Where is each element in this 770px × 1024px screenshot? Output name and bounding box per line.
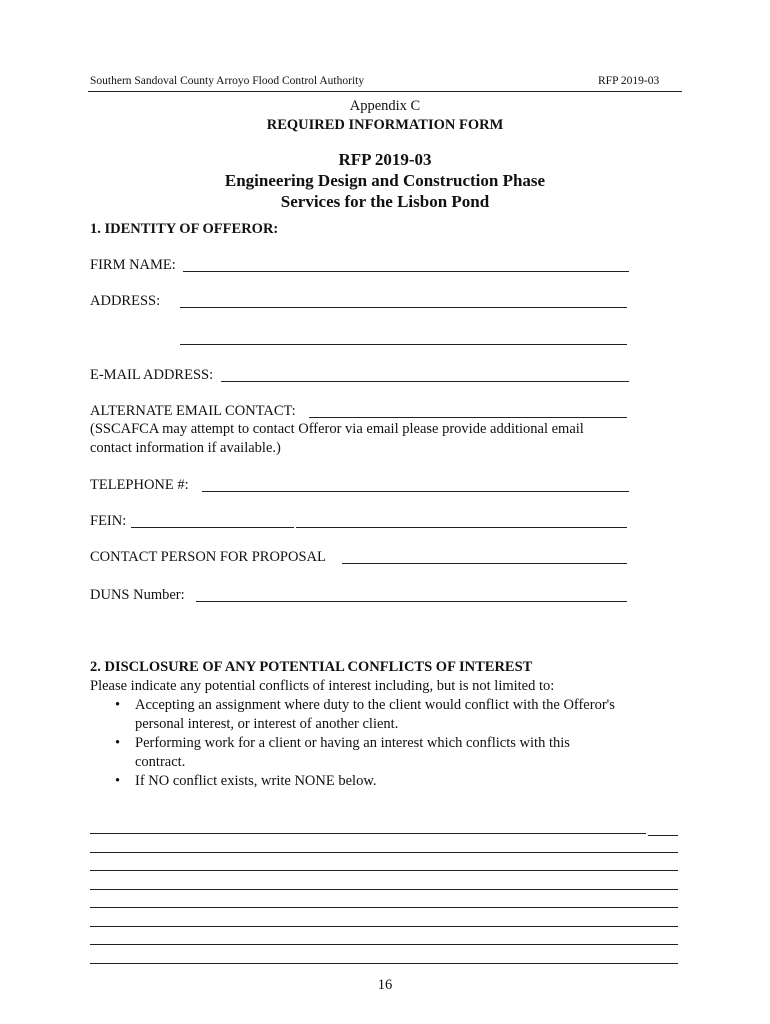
alt-email-note-line1: (SSCAFCA may attempt to contact Offeror via email please provide additional email xyxy=(90,421,584,437)
bullet2-line1: Performing work for a client or having an interest which conflicts with this xyxy=(135,735,570,751)
conflict-answer-line[interactable] xyxy=(90,963,678,964)
address-field-line1[interactable] xyxy=(180,307,627,308)
bullet-icon: • xyxy=(115,697,121,713)
header-rfp-number: RFP 2019-03 xyxy=(598,75,660,87)
fein-label: FEIN: xyxy=(90,513,127,529)
address-label: ADDRESS: xyxy=(90,293,161,309)
conflict-answer-line[interactable] xyxy=(90,926,678,927)
header-authority-name: Southern Sandoval County Arroyo Flood Control Authority xyxy=(90,75,365,87)
page-number: 16 xyxy=(377,977,393,993)
alt-email-note-line2: contact information if available.) xyxy=(90,440,281,456)
contact-person-label: CONTACT PERSON FOR PROPOSAL xyxy=(90,549,326,565)
email-field[interactable] xyxy=(221,381,629,382)
fein-field-part2[interactable] xyxy=(296,527,627,528)
telephone-field[interactable] xyxy=(202,491,629,492)
header-rule xyxy=(88,91,682,92)
conflict-answer-line[interactable] xyxy=(90,833,646,834)
bullet1-line2: personal interest, or interest of another client. xyxy=(135,716,399,732)
bullet1-line1: Accepting an assignment where duty to the client would conflict with the Offeror's xyxy=(135,697,615,713)
conflict-answer-line[interactable] xyxy=(90,889,678,890)
rfp-title: RFP 2019-03 xyxy=(338,150,432,169)
alt-email-label: ALTERNATE EMAIL CONTACT: xyxy=(90,403,296,419)
email-label: E-MAIL ADDRESS: xyxy=(90,367,214,383)
rfp-subtitle-line2: Services for the Lisbon Pond xyxy=(280,192,490,211)
bullet-icon: • xyxy=(115,773,121,789)
section1-heading: 1. IDENTITY OF OFFEROR: xyxy=(90,221,279,237)
section2-heading: 2. DISCLOSURE OF ANY POTENTIAL CONFLICTS OF INTEREST xyxy=(90,659,533,675)
form-title: REQUIRED INFORMATION FORM xyxy=(266,117,504,133)
conflict-answer-line[interactable] xyxy=(90,852,678,853)
contact-person-field[interactable] xyxy=(342,563,627,564)
rfp-subtitle-line1: Engineering Design and Construction Phase xyxy=(224,171,546,190)
alt-email-field[interactable] xyxy=(309,417,627,418)
telephone-label: TELEPHONE #: xyxy=(90,477,189,493)
firm-name-label: FIRM NAME: xyxy=(90,257,176,273)
address-field-line2[interactable] xyxy=(180,344,627,345)
firm-name-field[interactable] xyxy=(183,271,629,272)
duns-label: DUNS Number: xyxy=(90,587,185,603)
fein-field-part1[interactable] xyxy=(131,527,294,528)
appendix-label: Appendix C xyxy=(349,98,421,114)
conflict-answer-line[interactable] xyxy=(648,835,678,836)
bullet2-line2: contract. xyxy=(135,754,186,770)
section2-intro: Please indicate any potential conflicts of interest including, but is not limited to: xyxy=(90,678,555,694)
bullet-icon: • xyxy=(115,735,121,751)
conflict-answer-line[interactable] xyxy=(90,944,678,945)
conflict-answer-line[interactable] xyxy=(90,907,678,908)
conflict-answer-line[interactable] xyxy=(90,870,678,871)
duns-field[interactable] xyxy=(196,601,627,602)
bullet3-text: If NO conflict exists, write NONE below. xyxy=(135,773,377,789)
